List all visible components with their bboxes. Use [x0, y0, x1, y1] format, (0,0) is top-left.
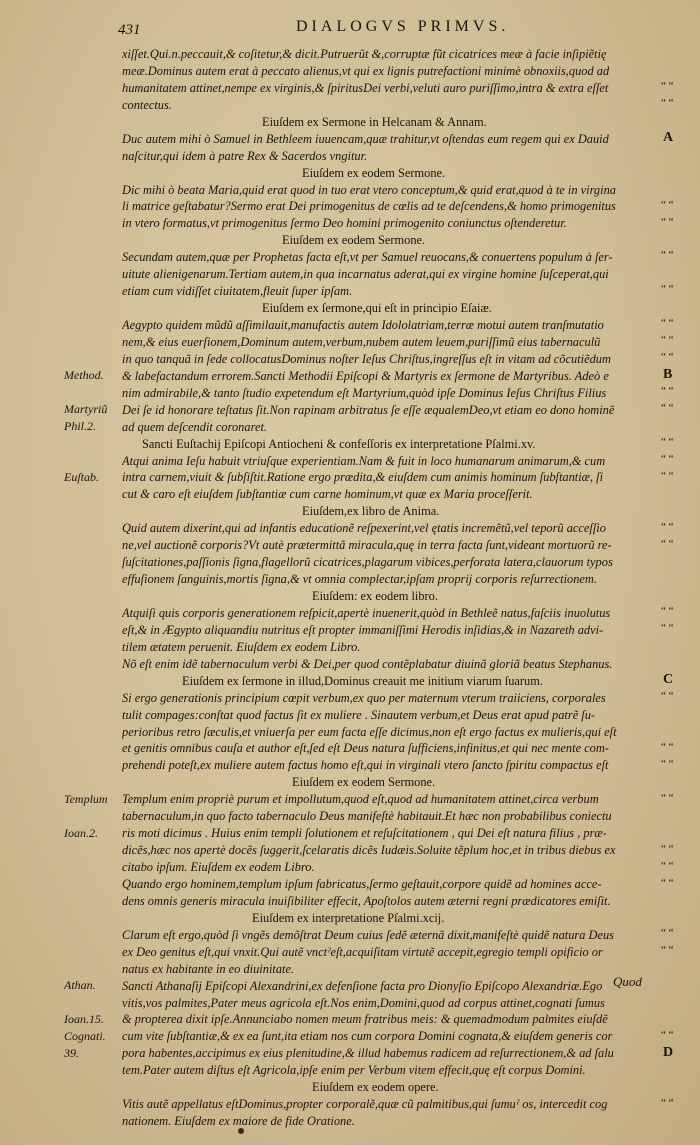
quote-mark: “ “ [661, 96, 674, 109]
text-line: ex Deo genitus eſt,qui vnxit.Qui autẽ vnctˀeſt,acquiſitam virtutẽ accepit,egregio templi opificio or [122, 944, 603, 959]
margin-note: Athan. [64, 978, 96, 993]
section-letter: C [663, 672, 674, 688]
section-heading: Eiuſdem ex ſermone,qui eſt in principio Eſaiæ. [262, 301, 492, 316]
text-line: Clarum eſt ergo,quòd ſi vngẽs demõſtrat Deum cuius ſedẽ æternã dixit,manifeſtè quidẽ natura Deus [122, 927, 615, 942]
text-line: tilem ætatem peruenit. Eiuſdem ex eodem Libro. [122, 639, 361, 654]
margin-note: 39. [64, 1046, 79, 1061]
text-line: humanitatem attinet,nempe ex virginis,& ſpiritusDei verbi,veluti auro puriſſimo,intra & extra eſſet [122, 80, 609, 95]
margin-note: Phil.2. [64, 418, 96, 433]
section-heading: Eiuſdem ex eodem Sermone. [292, 775, 436, 790]
quote-mark: “ “ [661, 876, 674, 889]
section-letter: D [663, 1045, 674, 1061]
text-line: meæ.Dominus autem erat à peccato alienus,vt qui ex lignis putrefactioni minimè obnoxiis,quod ad [122, 63, 610, 78]
margin-note: Euſtab. [64, 469, 99, 484]
text-line: ne,vel auctionẽ corporis?Vt autè prætermittã miracula,quę in terra facta ſunt,videant mortuorũ re- [122, 538, 612, 553]
quote-mark: “ “ [661, 537, 674, 550]
section-heading: Sancti Euſtachij Epiſcopi Antiocheni & confeſſoris ex interpretatione Pſalmi.xv. [142, 436, 536, 451]
text-line: nim admirabile,& tanto ſtudio expetendum eſt Martyrium,quòd ipſe Dominus Ieſus Chriſtus Filius [122, 385, 607, 400]
text-line: pora habentes,accipimus ex eius plenitudine,& illud habemus radicem ad reſurrectionem,& ad ſalu [122, 1046, 614, 1061]
quote-mark: “ “ [661, 520, 674, 533]
text-line: cum vite ſubſtantiæ,& ex ea ſunt,ita etiam nos cum corpora Domini cognata,& eiuſdem generis cor [122, 1029, 613, 1044]
quote-mark: “ “ [661, 435, 674, 448]
text-line: natus ex habitante in eo diuinitate. [122, 961, 295, 976]
page-header [0, 14, 700, 40]
text-line: eſt,& in Ægypto aliquandiu nutritus eſt propter immaniſſimi Herodis inſidias,& in Nazareth advi- [122, 622, 604, 637]
quote-mark: “ “ [661, 317, 674, 330]
text-line: Dei ſe id honorare teſtatus ſit.Non rapinam arbitratus ſe eſſe æqualemDeo,vt etiam eo dono hominẽ [122, 402, 615, 417]
margin-note: Templum [64, 791, 108, 806]
ornament-mark [238, 1128, 244, 1134]
section-heading: Eiuſdem ex eodem Sermone. [302, 165, 446, 180]
text-line: vitis,vos palmites,Pater meus agricola eſt.Nos enim,Domini,quod ad corpus attinet,cognati ſumus [122, 995, 605, 1010]
section-heading: Eiuſdem,ex libro de Anima. [302, 504, 440, 519]
text-line: dens omnis generis miracula inuiſibiliter effecit, Apoſtolos autem æterni regni prædicatores emiſit. [122, 893, 611, 908]
text-line: cut & caro eſt eiuſdem ſubſtantiæ cum carne hominum,vt quæ ex Maria proceſſerit. [122, 487, 533, 502]
quote-mark: “ “ [661, 334, 674, 347]
text-line: Dic mihi ò beata Maria,quid erat quod in tuo erat vtero conceptum,& quid erat,quod à te in virgina [122, 182, 616, 197]
margin-note: Ioan.2. [64, 825, 98, 840]
text-line: Templum enim propriè purum et impollutum,quod eſt,quod ad humanitatem attinet,circa verbum [122, 792, 599, 807]
text-line: contectus. [122, 97, 172, 112]
text-line: uitute alienigenarum.Tertiam autem,in qua incarnatus aderat,qui ex virgine homine ſuſceperat,qui [122, 267, 609, 282]
quote-mark: “ “ [661, 690, 674, 703]
section-heading: Eiuſdem ex ſermone in illud,Dominus creauit me initium viarum ſuarum. [182, 673, 543, 688]
text-line: perioribus retro ſæculis,et vniuerſa per eum facta eſſe dicimus,non eſt ergo factus ex mulieris,qui eſt [122, 724, 617, 739]
text-line: effuſionem ſanguinis,mortis ſigna,& vt omnia complectar,ipſam proprij corporis reſurrectionem. [122, 572, 597, 587]
text-line: ris moti dicimus . Huius enim templi ſolutionem et reſuſcitationem , qui Dei eſt natura filius , præ- [122, 826, 607, 841]
catchword: Quod [613, 974, 642, 989]
section-heading: Eiuſdem ex eodem Sermone. [282, 233, 426, 248]
page-number: 431 [118, 22, 141, 38]
text-line: et genitis omnibus cauſa et author eſt,ſed eſt Deus natura ſufficiens,infinitus,et qui nec mente com- [122, 741, 609, 756]
section-heading: Eiuſdem ex eodem opere. [312, 1080, 439, 1095]
text-line: ſuſcitationes,paſſionis ſigna,flagellorũ cicatrices,plagarum vibices,perforata latera,clauorum typos [122, 555, 613, 570]
quote-mark: “ “ [661, 927, 674, 940]
text-line: intra carnem,viuit & ſubſiſtit.Ratione ergo prædita,& eiuſdem cum animis hominum ſubſtantiæ, ſi [122, 470, 604, 485]
text-line: Aegypto quidem mũdũ aſſimilauit,manufactis autem Idololatriam,terræ motui autem tranſmutatio [122, 318, 604, 332]
text-line: ad quem deſcendit coronaret. [122, 419, 267, 434]
main-text-block [122, 46, 664, 1130]
section-heading: Eiuſdem: ex eodem libro. [312, 589, 438, 603]
text-line: & propterea dixit ipſe.Annunciabo nomen meum fratribus meis: & quemadmodum palmites eiuſdẽ [122, 1012, 608, 1027]
quote-mark: “ “ [661, 944, 674, 957]
text-line: Vitis autẽ appellatus eſtDominus,propter corporalẽ,quæ cũ palmitibus,qui ſumuˀ os, intercedit cog [122, 1097, 608, 1112]
text-line: Si ergo generationis principium cœpit verbum,ex quo per maternum vterum traiiciens, corporales [122, 690, 606, 705]
quote-mark: “ “ [661, 79, 674, 92]
quote-mark: “ “ [661, 757, 674, 770]
text-line: dicẽs,hæc nos apertè docẽs ſuggerit,ſcelaratis dicẽs Iudæis.Soluite tẽplum hoc,et in tribus diebus ex [122, 843, 616, 858]
quote-mark: “ “ [661, 859, 674, 872]
quote-mark: “ “ [661, 215, 674, 228]
running-head: DIALOGVS PRIMVS. [296, 18, 510, 35]
quote-mark: “ “ [661, 401, 674, 414]
section-heading: Eiuſdem ex interpretatione Pſalmi.xcij. [252, 910, 445, 925]
text-line: tulit compages:conſtat quod factus ſit ex muliere . Sinautem verbum,et Deus erat apud patrẽ ſu- [122, 707, 596, 722]
text-line: Quando ergo hominem,templum ipſum fabricatus,ſermo geſtauit,corpore quidẽ ad homines acce- [122, 876, 602, 891]
text-line: xiſſet.Qui.n.peccauit,& coſitetur,& dicit.Putruerũt &,corruptæ fũt cicatrices meæ à facie inſipiẽtię [122, 47, 607, 61]
text-line: & labefactandum errorem.Sancti Methodii Epiſcopi & Martyris ex ſermone de Martyribus. Adeò e [122, 368, 609, 383]
quote-mark: “ “ [661, 622, 674, 635]
margin-note: Method. [64, 368, 104, 383]
section-letter: B [663, 367, 673, 383]
text-line: Atquiſi quis corporis generationem reſpicit,apertè inuenerit,quòd in Bethleẽ natus,faſciis inuolutus [122, 605, 611, 620]
quote-mark: “ “ [661, 1096, 674, 1109]
quote-mark: “ “ [661, 469, 674, 482]
text-line: nationem. Eiuſdem ex maiore de fide Oratione. [122, 1114, 355, 1129]
section-letter: A [663, 129, 674, 145]
text-line: Quid autem dixerint,qui ad infantis educationẽ reſpexerint,vel ętatis incremẽtũ,vel teporũ acceſſio [122, 521, 606, 536]
quote-mark: “ “ [661, 452, 674, 465]
text-line: prehendi poteſt,ex muliere autem factus homo eſt,qui in virginali vtero ſancto ſpiritu compactus eſt [122, 758, 609, 773]
margin-note: Ioan.15. [64, 1012, 104, 1027]
text-line: li matrice geſtabatur?Sermo erat Dei primogenitus de cœlis ad te deſcendens,& homo primogenitus [122, 199, 616, 214]
margin-note: Cognati. [64, 1029, 106, 1044]
quote-mark: “ “ [661, 283, 674, 296]
text-line: tabernaculum,in quo facto tabernaculo Deus manifeſtè habitauit.Et hæc non probabilibus coniectu [122, 809, 612, 824]
text-line: tem.Pater autem diſtus eſt Agricola,ipſe enim per Verbum vitem effecit,quę eſt corpus Domini. [122, 1063, 586, 1078]
quote-mark: “ “ [661, 791, 674, 804]
quote-mark: “ “ [661, 842, 674, 855]
text-line: in vtero formatus,vt primogenitus ſermo Deo homini primogenito coniunctus oſtenderetur. [122, 216, 567, 231]
quote-mark: “ “ [661, 351, 674, 364]
margin-note: Martyriũ [64, 401, 108, 416]
text-line: Atqui anima Ieſu habuit vtriuſque experientiam.Nam & fuit in loco humanarum animarum,& cum [122, 453, 606, 468]
quote-mark: “ “ [661, 1029, 674, 1042]
text-line: naſcitur,qui idem à patre Rex & Sacerdos vngitur. [122, 148, 368, 163]
text-line: Duc autem mihi ò Samuel in Bethleem iuuencam,quæ trahitur,vt oſtendas eum regem qui ex Dauid [122, 131, 609, 146]
text-line: etiam cum vidiſſet ciuitatem,fleuit ſuper ipſam. [122, 284, 353, 299]
quote-mark: “ “ [661, 198, 674, 211]
text-line: Nõ eſt enim idẽ tabernaculum verbi & Dei,per quod contẽplabatur diuinã gloriã beatus Stephanus. [122, 656, 613, 671]
quote-mark: “ “ [661, 740, 674, 753]
section-heading: Eiuſdem ex Sermone in Helcanam & Annam. [262, 114, 487, 129]
quote-mark: “ “ [661, 605, 674, 618]
text-line: Sancti Athanaſij Epiſcopi Alexandrini,ex defenſione facta pro Dionyſio Epiſcopo Alexandriæ.Ego [122, 978, 603, 993]
text-line: citabo ipſum. Eiuſdem ex eodem Libro. [122, 860, 315, 874]
text-line: Secundam autem,quæ per Prophetas facta eſt,vt per Samuel reuocans,& conuertens populum à ſer- [122, 250, 613, 265]
text-line: in quo tanquã in ſede collocatusDominus noſter Ieſus Chriſtus,ingreſſus eſt in vitam ad cõcutiẽdum [122, 351, 611, 366]
quote-mark: “ “ [661, 385, 674, 397]
quote-mark: “ “ [661, 249, 674, 262]
text-line: nem,& eius euerſionem,Dominum autem,verbum,nubem autem leuem,puriſſimũ eius tabernaculũ [122, 334, 601, 349]
